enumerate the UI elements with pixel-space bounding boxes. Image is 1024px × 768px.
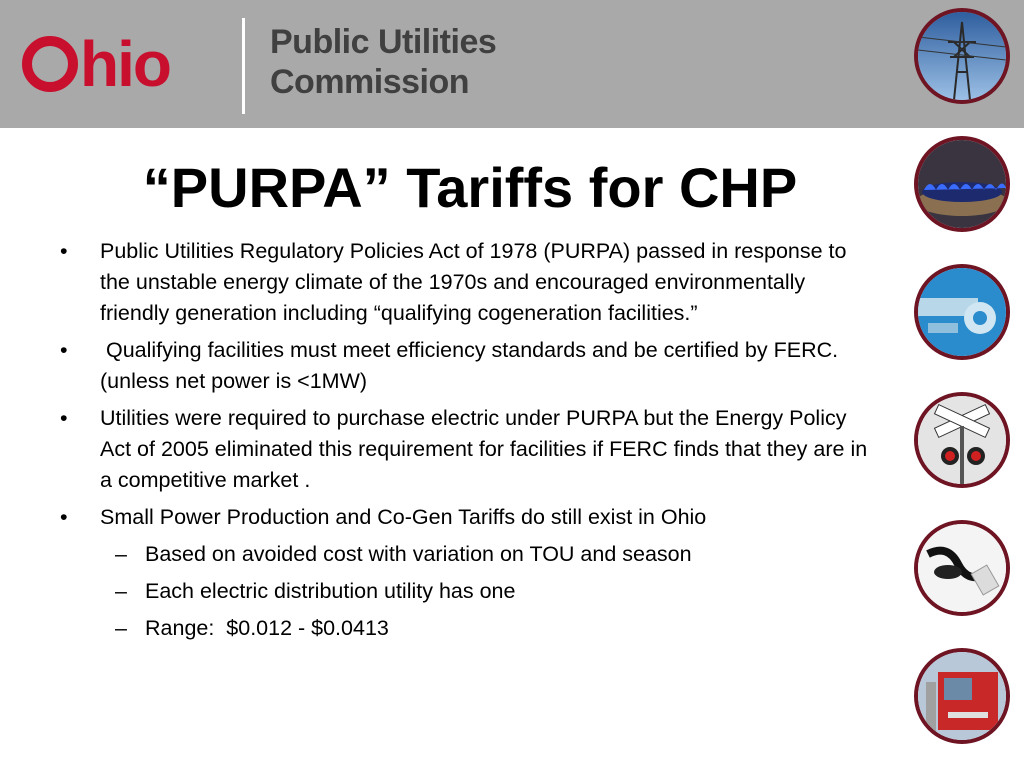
sub-bullet-item [60,576,880,607]
logo-divider [242,18,245,114]
bullet-item [60,502,880,533]
bullet-text: Qualifying facilities must meet efficiency standards and be certified by FERC. (unless net power is <1MW) [100,338,845,393]
sub-bullet-dash: – [115,616,127,640]
bullet-text: Utilities were required to purchase electric under PURPA but the Energy Policy Act of 2005 eliminated this requirement for facilities if FERC finds that they are in a competitive market . [100,406,868,492]
bullet-item [60,236,880,329]
sub-bullet-item [60,613,880,644]
bullet-dot: • [60,505,68,529]
puc-line-2: Commission [270,63,470,101]
sub-bullet-dash: – [115,579,127,603]
power-tower-photo [914,8,1010,104]
bullet-text: Small Power Production and Co-Gen Tariffs do still exist in Ohio [100,505,707,529]
bullet-item [60,335,880,397]
gas-flame-photo [914,136,1010,232]
header-banner [0,0,1024,128]
puc-logo-text [270,22,496,102]
sub-bullet-dash: – [115,542,127,566]
water-pipe-photo [914,264,1010,360]
red-truck-photo [914,648,1010,744]
bullet-text: Public Utilities Regulatory Policies Act of 1978 (PURPA) passed in response to the unstable energy climate of the 1970s and encouraged environmentally friendly generation including “qualifying cogeneration facilities.” [100,239,847,325]
slide-title: “PURPA” Tariffs for CHP [142,156,798,219]
cable-plug-photo [914,520,1010,616]
slide-content [60,236,880,650]
bullet-dot: • [60,406,68,430]
railroad-crossing-photo [914,392,1010,488]
ohio-logo-o [22,36,78,92]
sub-bullet-item [60,539,880,570]
sub-bullet-text: Range: $0.012 - $0.0413 [145,616,389,640]
sub-bullet-text: Each electric distribution utility has one [145,579,516,603]
sub-bullet-text: Based on avoided cost with variation on TOU and season [145,542,692,566]
ohio-logo [22,14,170,114]
bullet-dot: • [60,239,68,263]
puc-line-1: Public Utilities [270,23,497,61]
ohio-logo-text: hio [80,28,170,100]
bullet-dot: • [60,338,68,362]
bullet-item [60,403,880,496]
